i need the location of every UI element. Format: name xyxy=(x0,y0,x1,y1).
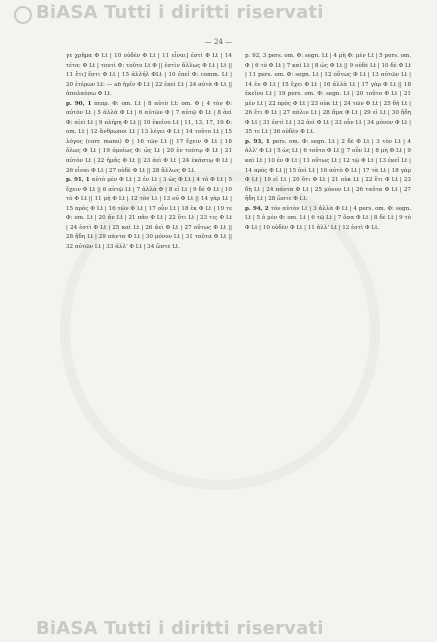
right-column xyxy=(245,52,411,233)
entry-reference: p. 91, 1 xyxy=(66,177,90,184)
entry-text: πεπρ. Φ: om. Lt | 8 αὐτὸ Lt: om. Φ | 4 τὸν Φ: αὐτὸν Lt | 5 ἀλλὰ Φ Lt | 6 αὐτῶν Φ | 7 αὐτῷ Φ Lt | 8 ἀεὶ Φ: αἰεὶ Lt | 9 πλήρη Φ Lt || 10 ἐκεῖνο Lt | 11, 13, 17, 19 Φ: om. Lt | 12 ἄνθρωποι Lt | 13 λέγει Φ Lt | 14 τοῦτο Lt | 15 λόγος (corr. manu) Φ | 16 τῶν Lt || 17 ἔχειν Φ Lt | 18 ὅλως Φ Lt | 19 ὁμοίως Φ: ὡς Lt | 20 ἐν τούτῳ Φ Lt | 21 αὐτὸν Lt | 22 ἡμᾶς Φ Lt || 23 ἀεὶ Φ Lt | 24 ἑκάστῳ Φ Lt | 26 εἶναι Φ Lt | 27 οὐδὲ Φ Lt || 28 ἄλλως Φ Lt. xyxy=(66,100,232,174)
apparatus-entry xyxy=(245,52,411,138)
document-page: BiASA Tutti i diritti riservati — 24 — γε χρῆμα Φ Lt | 10 οὐδέν Φ Lt | 11 εἶναι] ἐστὶ Φ Lt | 14 τέτα: Φ Lt | τουτὶ Φ: τοῦτο Lt Φ || ἐστὶν ἄλλως Φ Lt | Lt || 11 ἔτι] ἔστι Φ Lt | 15 ἀλλήλ ΦLt | 10 ἐπεί Φ: comm. Lt | 20 ἑτέρων Lt: — ab ἡμῖν Φ Lt | 22 ἐπεὶ Lt | 24 αὐτὰ Φ Lt || ἀπολαύσω Φ Lt. p. 90, 1 πεπρ. Φ: om. Lt | 8 αὐτὸ Lt: om. Φ | 4 τὸν Φ: αὐτὸν Lt | 5 ἀλλὰ Φ Lt | 6 αὐτῶν Φ | 7 αὐτῷ Φ Lt | 8 ἀεὶ Φ: αἰεὶ Lt | 9 πλήρη Φ Lt || 10 ἐκεῖνο Lt | 11, 13, 17, 19 Φ: om. Lt | 12 ἄνθρωποι Lt | 13 λέγει Φ Lt | 14 τοῦτο Lt | 15 λόγος (corr. manu) Φ | 16 τῶν Lt || 17 ἔχειν Φ Lt | 18 ὅλως Φ Lt | 19 ὁμοίως Φ: ὡς Lt | 20 ἐν τούτῳ Φ Lt | 21 αὐτὸν Lt | 22 ἡμᾶς Φ Lt || 23 ἀεὶ Φ Lt | 24 ἑκάστῳ Φ Lt | 26 εἶναι Φ Lt | 27 οὐδὲ Φ Lt || 28 ἄλλως Φ Lt. p. 91, 1 αὐτὸ μὲν Φ Lt | 2 ἐν Lt | 3 ὡς Φ Lt | 4 τὸ Φ Lt | 5 ἔχειν Φ Lt || 6 αὐτῷ Lt | 7 ἀλλὰ Φ | 8 εἰ Lt | 9 δὲ Φ Lt | 10 τὸ Φ Lt || 11 μὴ Φ Lt | 12 τὸν Lt | 13 οὐ Φ Lt || 14 γὰρ Lt | 15 πρὸς Φ Lt | 16 τῶν Φ Lt | 17 οὖν Lt | 18 ἐκ Φ Lt | 19 τε Φ: om. Lt | 20 ἄν Lt | 21 πᾶν Φ Lt | 22 ὅτι Lt | 23 τις Φ Lt | 24 ἐστὶ Φ Lt | 25 καὶ Lt | 26 ἀεὶ Φ Lt | 27 οὕτως Φ Lt || 28 ἤδη Lt | 29 πάντα Φ Lt | 30 μόνον Lt | 31 ταῦτα Φ Lt || 32 αὐτῶν Lt | 33 ἀλλ' Φ Lt | 34 ὥστε Lt. p. 92, 3 pers. om. Φ: segn. Lt | 4 μὴ Φ: μὲν Lt | 5 pers. om. Φ | 6 τὸ Φ Lt | 7 καὶ Lt | 8 ὡς Φ Lt || 9 οὐδὲ Lt | 10 δὲ Φ Lt | 11 pers. om. Φ: segn. Lt | 12 οὕτως Φ Lt | 13 αὐτῶν Lt | 14 ἐν Φ Lt | 15 ἔχει Φ Lt | 16 ἀλλὰ Lt | 17 γὰρ Φ Lt || 18 ἐκεῖνο Lt | 19 pers. om. Φ: segn. Lt | 20 τοῦτο Φ Lt | 21 μὲν Lt | 22 πρὸς Φ Lt | 23 οὐκ Lt | 24 τῶν Φ Lt | 25 δὴ Lt | 26 ἔτι Φ Lt | 27 πάλιν Lt | 28 ἅμα Φ Lt | 29 εἰ Lt | 30 ἤδη Φ Lt | 31 ἐστὶ Lt | 32 ἀεὶ Φ Lt | 33 οὖν Lt | 34 μόνον Φ Lt | 35 τε Lt | 36 οὐδὲν Φ Lt. p. 93, 1 pers. om. Φ: segn. Lt | 2 δὲ Φ Lt | 3 τὸν Lt | 4 ἀλλ' Φ Lt | 5 ὡς Lt | 6 τοῦτο Φ Lt || 7 οὖν Lt | 8 μὴ Φ Lt | 9 καὶ Lt | 10 ἐν Φ Lt | 11 οὕτως Lt | 12 τῷ Φ Lt | 13 ἐκεῖ Lt | 14 πρὸς Φ Lt || 15 ἀεὶ Lt | 16 αὐτὸ Φ Lt | 17 τὰ Lt | 18 γὰρ Φ Lt | 19 εἰ Lt | 20 ὅτι Φ Lt | 21 οὐκ Lt | 22 ἔτι Φ Lt | 23 δὴ Lt | 24 πάντα Φ Lt | 25 μόνον Lt | 26 ταῦτα Φ Lt | 27 ἤδη Lt | 28 ὥστε Φ Lt. p. 94, 2 τὸν αὐτὸν Lt | 3 ἀλλὰ Φ Lt | 4 pers. om. Φ: segn. Lt | 5 ὁ μὲν Φ: om. Lt | 6 τῷ Lt | 7 ὅσα Φ Lt | 8 δὲ Lt | 9 τὸ Φ Lt | 10 οὐδὲν Φ Lt | 11 ἀλλ' Lt | 12 ἐστὶ Φ Lt. BiASA Tutti i diritti riservati xyxy=(0,0,437,642)
entry-reference: p. 93, 1 xyxy=(245,138,270,145)
left-column xyxy=(66,52,232,252)
entry-text: p. 92, 3 pers. om. Φ: segn. Lt | 4 μὴ Φ: μὲν Lt | 5 pers. om. Φ | 6 τὸ Φ Lt | 7 καὶ Lt | 8 ὡς Φ Lt || 9 οὐδὲ Lt | 10 δὲ Φ Lt | 11 pers. om. Φ: segn. Lt | 12 οὕτως Φ Lt | 13 αὐτῶν Lt | 14 ἐν Φ Lt | 15 ἔχει Φ Lt | 16 ἀλλὰ Lt | 17 γὰρ Φ Lt || 18 ἐκεῖνο Lt | 19 pers. om. Φ: segn. Lt | 20 τοῦτο Φ Lt | 21 μὲν Lt | 22 πρὸς Φ Lt | 23 οὐκ Lt | 24 τῶν Φ Lt | 25 δὴ Lt | 26 ἔτι Φ Lt | 27 πάλιν Lt | 28 ἅμα Φ Lt | 29 εἰ Lt | 30 ἤδη Φ Lt | 31 ἐστὶ Lt | 32 ἀεὶ Φ Lt | 33 οὖν Lt | 34 μόνον Φ Lt | 35 τε Lt | 36 οὐδὲν Φ Lt. xyxy=(245,53,411,136)
entry-text: pers. om. Φ: segn. Lt | 2 δὲ Φ Lt | 3 τὸν Lt | 4 ἀλλ' Φ Lt | 5 ὡς Lt | 6 τοῦτο Φ Lt || 7 οὖν Lt | 8 μὴ Φ Lt | 9 καὶ Lt | 10 ἐν Φ Lt | 11 οὕτως Lt | 12 τῷ Φ Lt | 13 ἐκεῖ Lt | 14 πρὸς Φ Lt || 15 ἀεὶ Lt | 16 αὐτὸ Φ Lt | 17 τὰ Lt | 18 γὰρ Φ Lt | 19 εἰ Lt | 20 ὅτι Φ Lt | 21 οὐκ Lt | 22 ἔτι Φ Lt | 23 δὴ Lt | 24 πάντα Φ Lt | 25 μόνον Lt | 26 ταῦτα Φ Lt | 27 ἤδη Lt | 28 ὥστε Φ Lt. xyxy=(245,138,411,203)
apparatus-entry xyxy=(245,138,411,205)
apparatus-entry xyxy=(66,100,232,176)
apparatus-entry xyxy=(66,176,232,252)
page-number: — 24 — xyxy=(204,38,233,46)
entry-text: γε χρῆμα Φ Lt | 10 οὐδέν Φ Lt | 11 εἶναι] ἐστὶ Φ Lt | 14 τέτα: Φ Lt | τουτὶ Φ: τοῦτο Lt Φ || ἐστὶν ἄλλως Φ Lt | Lt || 11 ἔτι] ἔστι Φ Lt | 15 ἀλλήλ ΦLt | 10 ἐπεί Φ: comm. Lt | 20 ἑτέρων Lt: — ab ἡμῖν Φ Lt | 22 ἐπεὶ Lt | 24 αὐτὰ Φ Lt || ἀπολαύσω Φ Lt. xyxy=(66,53,232,98)
entry-reference: p. 90, 1 xyxy=(66,100,92,107)
entry-reference: p. 94, 2 xyxy=(245,205,269,212)
seal-icon xyxy=(14,6,32,24)
apparatus-entry xyxy=(66,52,232,100)
entry-text: τὸν αὐτὸν Lt | 3 ἀλλὰ Φ Lt | 4 pers. om. Φ: segn. Lt | 5 ὁ μὲν Φ: om. Lt | 6 τῷ Lt | 7 ὅσα Φ Lt | 8 δὲ Lt | 9 τὸ Φ Lt | 10 οὐδὲν Φ Lt | 11 ἀλλ' Lt | 12 ἐστὶ Φ Lt. xyxy=(245,205,411,231)
apparatus-entry xyxy=(245,205,411,234)
entry-text: αὐτὸ μὲν Φ Lt | 2 ἐν Lt | 3 ὡς Φ Lt | 4 τὸ Φ Lt | 5 ἔχειν Φ Lt || 6 αὐτῷ Lt | 7 ἀλλὰ Φ | 8 εἰ Lt | 9 δὲ Φ Lt | 10 τὸ Φ Lt || 11 μὴ Φ Lt | 12 τὸν Lt | 13 οὐ Φ Lt || 14 γὰρ Lt | 15 πρὸς Φ Lt | 16 τῶν Φ Lt | 17 οὖν Lt | 18 ἐκ Φ Lt | 19 τε Φ: om. Lt | 20 ἄν Lt | 21 πᾶν Φ Lt | 22 ὅτι Lt | 23 τις Φ Lt | 24 ἐστὶ Φ Lt | 25 καὶ Lt | 26 ἀεὶ Φ Lt | 27 οὕτως Φ Lt || 28 ἤδη Lt | 29 πάντα Φ Lt | 30 μόνον Lt | 31 ταῦτα Φ Lt || 32 αὐτῶν Lt | 33 ἀλλ' Φ Lt | 34 ὥστε Lt. xyxy=(66,177,232,250)
